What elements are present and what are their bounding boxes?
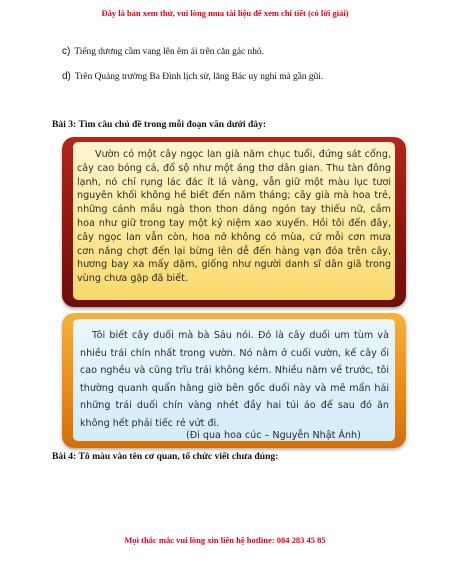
- item-label: d): [62, 71, 71, 82]
- passage-panel: [73, 142, 395, 300]
- exercise-item-c: [62, 46, 264, 57]
- preview-notice: Đây là bản xem thử, vui lòng mua tài liệu để xem chi tiết (có lời giải): [101, 8, 349, 18]
- item-text: Trên Quảng trường Ba Đình lịch sử, lăng Bác uy nghi mà gần gũi.: [74, 72, 324, 82]
- exercise-item-d: [62, 71, 323, 82]
- passage-2-text: Tôi biết cây duối mà bà Sáu nói. Đó là cây duối um tùm và nhiều trái chín nhất trong vườn. Nó nằm ở cuối vườn, kế cây ổi cao nghều và cũng trĩu trái không kém. Nhiều năm về trước, tôi thường quanh quẩn hằng giờ bên gốc duối này và mê mẩn hái những trái duối chín vàng nhét đầy hai túi áo để sau đó ăn không hết phải tiếc rẻ vứt đi.: [80, 330, 389, 429]
- item-text: Tiếng dương cầm vang lên êm ái trên căn gác nhỏ.: [74, 47, 264, 57]
- passage-2-source: (Đi qua hoa cúc – Nguyễn Nhật Ánh): [186, 430, 361, 441]
- item-label: c): [62, 46, 71, 57]
- bai3-heading: Bài 3: Tìm câu chủ đề trong mỗi đoạn văn dưới đây:: [52, 119, 267, 130]
- passage-card-2: [62, 313, 406, 448]
- bai4-heading: Bài 4: Tô màu vào tên cơ quan, tổ chức viết chưa đúng:: [52, 451, 279, 462]
- passage-1-text: Vườn có một cây ngọc lan già năm chục tuổi, đứng sát cổng, cây cao bóng cả, đổ sộ như một áng thơ dân gian. Thu tàn đông lạnh, nó chỉ rụng lác đác ít lá vàng, vẫn giữ một màu lục tươi nguyên khối không hề biết đến năm tháng; cây già mà hoa trẻ, những cánh mầu ngà thon thon dáng ngón tay thiếu nữ, cầm hoa như giữ trong tay một kỷ niệm xao xuyến. Hồi tôi đến đây, cây ngọc lan vẫn còn, hoa nở không có mùa, cứ mỗi cơn mưa cơn nắng chợt đến lại bừng lên dễ đến hàng vạn đóa trên cây, hương bay xa mấy dặm, giống như người danh sĩ dân giã trong vùng chưa gặp đã biết.: [77, 149, 391, 285]
- passage-panel: [73, 319, 395, 441]
- passage-card-1: [62, 137, 406, 307]
- hotline-notice: Mọi thắc mắc vui lòng xin liên hệ hotline: 084 283 45 85: [124, 535, 326, 545]
